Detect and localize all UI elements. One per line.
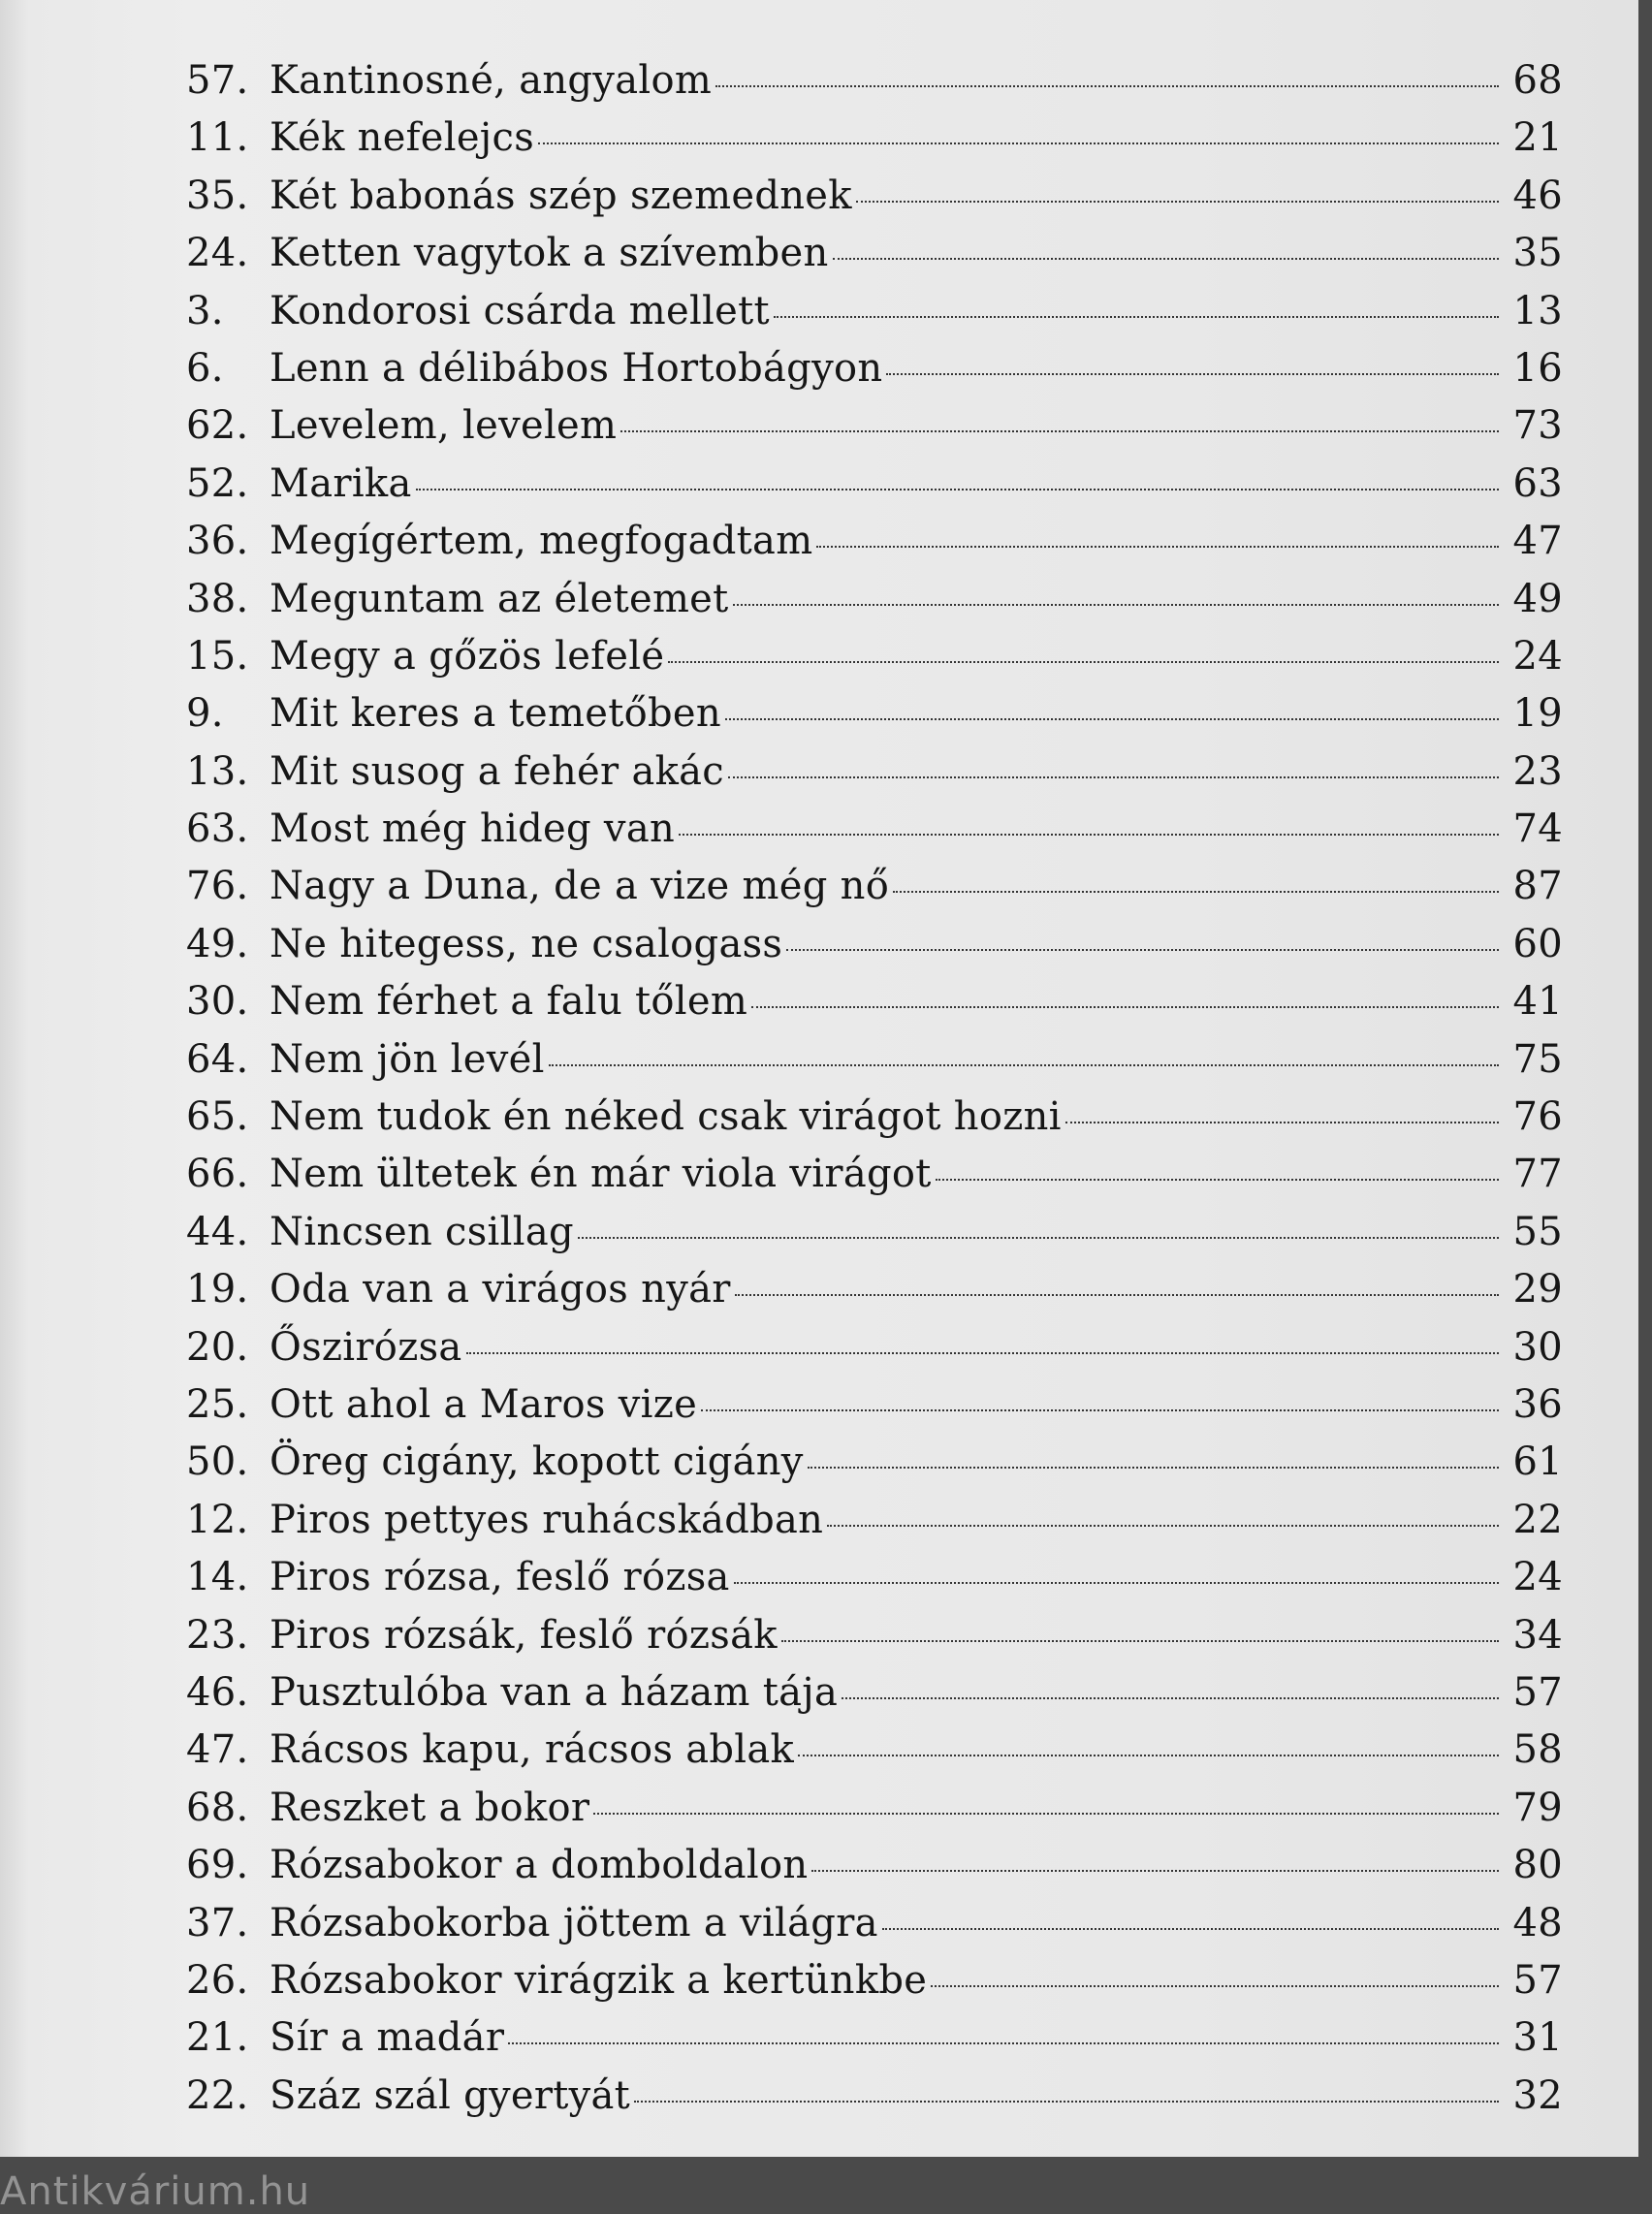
entry-page-number: 55	[1512, 1209, 1563, 1254]
entry-title: Öreg cigány, kopott cigány	[270, 1439, 804, 1485]
toc-entry	[186, 1325, 1563, 1382]
dot-leader	[886, 373, 1499, 375]
entry-title: Most még hideg van	[270, 807, 676, 852]
entry-page-number: 68	[1512, 58, 1563, 103]
dot-leader	[508, 2042, 1499, 2044]
entry-page-number: 79	[1512, 1785, 1563, 1830]
toc-entry	[186, 519, 1563, 576]
entry-number: 76.	[186, 864, 249, 909]
entry-number: 69.	[186, 1843, 249, 1888]
entry-number: 14.	[186, 1555, 249, 1600]
entry-title: Ott ahol a Maros vize	[270, 1381, 698, 1427]
entry-page-number: 31	[1512, 2015, 1563, 2061]
dot-leader	[786, 949, 1499, 951]
entry-title: Kantinosné, angyalom	[270, 58, 713, 103]
toc-entry	[186, 1727, 1563, 1785]
dot-leader	[734, 1582, 1499, 1584]
entry-title: Meguntam az életemet	[270, 576, 729, 621]
entry-page-number: 41	[1512, 979, 1563, 1025]
entry-page-number: 36	[1512, 1381, 1563, 1427]
dot-leader	[679, 834, 1499, 836]
entry-page-number: 77	[1512, 1152, 1563, 1197]
entry-title: Marika	[270, 460, 412, 506]
toc-entry	[186, 2073, 1563, 2131]
entry-page-number: 29	[1512, 1267, 1563, 1313]
dot-leader	[701, 1409, 1499, 1411]
entry-number: 52.	[186, 460, 249, 506]
entry-number: 50.	[186, 1439, 249, 1485]
entry-page-number: 80	[1512, 1843, 1563, 1888]
toc-entry	[186, 1958, 1563, 2015]
dot-leader	[931, 1985, 1499, 1987]
toc-entry	[186, 403, 1563, 460]
dot-leader	[735, 1294, 1499, 1296]
toc-entry	[186, 1843, 1563, 1900]
entry-number: 62.	[186, 403, 249, 449]
toc-entry	[186, 2015, 1563, 2072]
dot-leader	[593, 1813, 1499, 1815]
toc-entry	[186, 577, 1563, 634]
entry-number: 9.	[186, 691, 224, 737]
toc-entry	[186, 1152, 1563, 1209]
entry-page-number: 46	[1512, 173, 1563, 218]
entry-page-number: 76	[1512, 1094, 1563, 1140]
entry-number: 46.	[186, 1669, 249, 1715]
toc-entry	[186, 289, 1563, 346]
entry-number: 66.	[186, 1152, 249, 1197]
toc-entry	[186, 807, 1563, 864]
dot-leader	[634, 2101, 1499, 2103]
dot-leader	[751, 1006, 1499, 1008]
entry-title: Sír a madár	[270, 2015, 505, 2061]
entry-title: Nagy a Duna, de a vize még nő	[270, 864, 890, 909]
entry-title: Ketten vagytok a szívemben	[270, 231, 829, 276]
entry-number: 49.	[186, 921, 249, 966]
dot-leader	[549, 1064, 1499, 1066]
toc-entry	[186, 864, 1563, 921]
entry-title: Rózsabokor a domboldalon	[270, 1843, 809, 1888]
entry-number: 30.	[186, 979, 249, 1025]
entry-title: Nem férhet a falu tőlem	[270, 979, 748, 1025]
entry-title: Ne hitegess, ne csalogass	[270, 921, 783, 966]
entry-page-number: 35	[1512, 231, 1563, 276]
dot-leader	[833, 258, 1499, 260]
dot-leader	[827, 1525, 1499, 1527]
entry-number: 25.	[186, 1381, 249, 1427]
entry-title: Nem tudok én néked csak virágot hozni	[270, 1094, 1062, 1140]
toc-entry	[186, 461, 1563, 519]
entry-number: 35.	[186, 173, 249, 218]
entry-page-number: 61	[1512, 1439, 1563, 1485]
entry-page-number: 21	[1512, 115, 1563, 161]
toc-entry	[186, 346, 1563, 403]
toc-entry	[186, 634, 1563, 691]
entry-number: 20.	[186, 1324, 249, 1370]
entry-title: Rózsabokorba jöttem a világra	[270, 1900, 878, 1945]
entry-page-number: 60	[1512, 921, 1563, 966]
entry-page-number: 48	[1512, 1900, 1563, 1945]
toc-entry	[186, 749, 1563, 807]
dot-leader	[842, 1697, 1499, 1699]
toc-entry	[186, 1037, 1563, 1094]
entry-page-number: 30	[1512, 1324, 1563, 1370]
dot-leader	[620, 430, 1499, 432]
entry-title: Nem ültetek én már viola virágot	[270, 1152, 932, 1197]
dot-leader	[781, 1640, 1499, 1642]
entry-number: 38.	[186, 576, 249, 621]
entry-number: 65.	[186, 1094, 249, 1140]
entry-title: Piros rózsa, feslő rózsa	[270, 1555, 730, 1600]
entry-title: Oda van a virágos nyár	[270, 1267, 731, 1313]
entry-page-number: 47	[1512, 519, 1563, 564]
entry-page-number: 23	[1512, 748, 1563, 794]
entry-title: Nincsen csillag	[270, 1209, 574, 1254]
dot-leader	[538, 142, 1499, 144]
toc-entry	[186, 1439, 1563, 1497]
watermark: Antikvárium.hu	[0, 2169, 311, 2214]
dot-leader	[808, 1467, 1499, 1469]
toc-entry	[186, 1901, 1563, 1958]
entry-page-number: 24	[1512, 633, 1563, 679]
toc-entry	[186, 922, 1563, 979]
entry-page-number: 75	[1512, 1036, 1563, 1082]
dot-leader	[733, 604, 1499, 606]
dot-leader	[774, 316, 1499, 318]
entry-number: 12.	[186, 1497, 249, 1542]
entry-number: 47.	[186, 1727, 249, 1773]
toc-entry	[186, 58, 1563, 115]
toc-entry	[186, 1382, 1563, 1439]
toc-entry	[186, 231, 1563, 288]
entry-title: Nem jön levél	[270, 1036, 545, 1082]
dot-leader	[936, 1179, 1499, 1181]
entry-number: 24.	[186, 231, 249, 276]
entry-title: Rózsabokor virágzik a kertünkbe	[270, 1957, 928, 2003]
dot-leader	[1065, 1122, 1499, 1123]
entry-number: 57.	[186, 58, 249, 103]
entry-title: Száz szál gyertyát	[270, 2072, 631, 2118]
entry-page-number: 58	[1512, 1727, 1563, 1773]
toc-entry	[186, 1094, 1563, 1152]
entry-title: Piros pettyes ruhácskádban	[270, 1497, 824, 1542]
entry-page-number: 16	[1512, 345, 1563, 391]
toc-entry	[186, 1555, 1563, 1612]
entry-page-number: 57	[1512, 1957, 1563, 2003]
toc-entry	[186, 1210, 1563, 1267]
entry-number: 44.	[186, 1209, 249, 1254]
toc-entry	[186, 1498, 1563, 1555]
entry-page-number: 49	[1512, 576, 1563, 621]
dot-leader	[816, 546, 1499, 548]
toc-entry	[186, 174, 1563, 231]
entry-number: 11.	[186, 115, 249, 161]
entry-page-number: 32	[1512, 2072, 1563, 2118]
toc-entry	[186, 1267, 1563, 1324]
entry-number: 37.	[186, 1900, 249, 1945]
dot-leader	[715, 85, 1499, 87]
dot-leader	[725, 718, 1499, 720]
toc-entry	[186, 1613, 1563, 1670]
dot-leader	[882, 1928, 1499, 1930]
entry-number: 68.	[186, 1785, 249, 1830]
entry-number: 36.	[186, 519, 249, 564]
toc-entry	[186, 979, 1563, 1036]
entry-title: Két babonás szép szemednek	[270, 173, 852, 218]
entry-number: 21.	[186, 2015, 249, 2061]
entry-title: Piros rózsák, feslő rózsák	[270, 1612, 778, 1658]
entry-title: Rácsos kapu, rácsos ablak	[270, 1727, 795, 1773]
dot-leader	[798, 1755, 1499, 1756]
entry-title: Mit susog a fehér akác	[270, 748, 725, 794]
entry-number: 64.	[186, 1036, 249, 1082]
entry-number: 26.	[186, 1957, 249, 2003]
toc-entry	[186, 1786, 1563, 1843]
entry-page-number: 74	[1512, 807, 1563, 852]
entry-title: Mit keres a temetőben	[270, 691, 721, 737]
dot-leader	[856, 201, 1499, 203]
entry-title: Őszirózsa	[270, 1324, 462, 1370]
entry-page-number: 13	[1512, 288, 1563, 333]
dot-leader	[416, 489, 1499, 490]
entry-title: Kondorosi csárda mellett	[270, 288, 770, 333]
entry-page-number: 63	[1512, 460, 1563, 506]
entry-number: 3.	[186, 288, 224, 333]
entry-title: Megy a gőzös lefelé	[270, 633, 665, 679]
entry-number: 23.	[186, 1612, 249, 1658]
entry-title: Megígértem, megfogadtam	[270, 519, 813, 564]
entry-number: 15.	[186, 633, 249, 679]
dot-leader	[728, 776, 1499, 778]
dot-leader	[466, 1352, 1499, 1354]
table-of-contents	[186, 58, 1563, 2131]
dot-leader	[668, 661, 1499, 663]
entry-page-number: 57	[1512, 1669, 1563, 1715]
entry-number: 13.	[186, 748, 249, 794]
entry-page-number: 24	[1512, 1555, 1563, 1600]
entry-page-number: 34	[1512, 1612, 1563, 1658]
toc-entry	[186, 691, 1563, 748]
entry-number: 6.	[186, 345, 224, 391]
entry-page-number: 73	[1512, 403, 1563, 449]
toc-entry	[186, 1670, 1563, 1727]
entry-number: 19.	[186, 1267, 249, 1313]
entry-page-number: 22	[1512, 1497, 1563, 1542]
entry-page-number: 87	[1512, 864, 1563, 909]
entry-title: Levelem, levelem	[270, 403, 618, 449]
dot-leader	[811, 1870, 1499, 1872]
entry-title: Reszket a bokor	[270, 1785, 590, 1830]
toc-entry	[186, 115, 1563, 173]
entry-title: Lenn a délibábos Hortobágyon	[270, 345, 883, 391]
entry-title: Kék nefelejcs	[270, 115, 535, 161]
entry-title: Pusztulóba van a házam tája	[270, 1669, 839, 1715]
dot-leader	[578, 1237, 1499, 1239]
entry-number: 22.	[186, 2072, 249, 2118]
entry-number: 63.	[186, 807, 249, 852]
entry-page-number: 19	[1512, 691, 1563, 737]
dot-leader	[893, 891, 1499, 893]
